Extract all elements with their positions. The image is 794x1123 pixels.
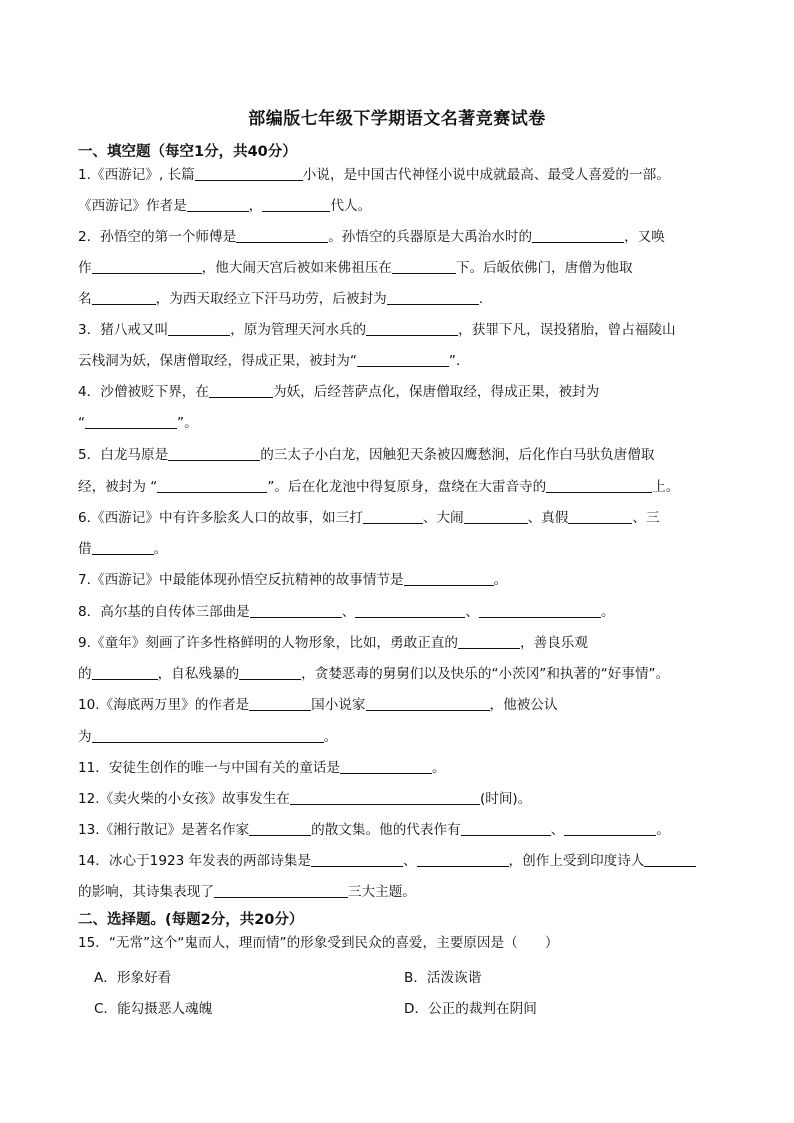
option-d[interactable]: D．公正的裁判在阴间 (404, 1001, 537, 1017)
question-8: 8．高尔基的自传体三部曲是 、 、 。 (78, 604, 615, 620)
question-7: 7.《西游记》中最能体现孙悟空反抗精神的故事情节是 。 (78, 572, 508, 588)
option-b[interactable]: B．活泼诙谐 (404, 970, 482, 986)
answer-blank[interactable] (458, 634, 520, 649)
answer-blank[interactable] (311, 852, 403, 867)
question-6-line-2: 借 。 (78, 541, 168, 557)
answer-blank[interactable] (417, 852, 509, 867)
answer-blank[interactable] (157, 478, 267, 493)
option-c[interactable]: C．能勾摄恶人魂魄 (94, 1001, 213, 1017)
answer-blank[interactable] (340, 759, 432, 774)
answer-blank[interactable] (290, 790, 480, 805)
answer-blank[interactable] (85, 414, 177, 429)
answer-blank[interactable] (195, 166, 303, 181)
answer-blank[interactable] (239, 665, 301, 680)
answer-blank[interactable] (644, 852, 696, 867)
answer-blank[interactable] (363, 509, 423, 524)
question-15: 15．“无常”这个“鬼而人，理而情”的形象受到民众的喜爱，主要原因是（ ） (78, 935, 559, 951)
answer-blank[interactable] (461, 821, 551, 836)
question-1-line-2: 《西游记》作者是 ， 代人。 (78, 198, 372, 214)
answer-blank[interactable] (387, 290, 479, 305)
answer-blank[interactable] (262, 197, 330, 212)
question-4-line-2: “ ”。 (78, 415, 198, 431)
answer-blank[interactable] (392, 259, 456, 274)
answer-blank[interactable] (214, 883, 348, 898)
answer-blank[interactable] (168, 321, 230, 336)
answer-blank[interactable] (168, 446, 260, 461)
question-13: 13.《湘行散记》是著名作家 的散文集。他的代表作有 、 。 (78, 822, 670, 838)
question-9-line-2: 的 ，自私残暴的 ，贪婪恶毒的舅舅们以及快乐的“小茨冈”和执著的“好事情”。 (78, 666, 670, 682)
question-5-line-1: 5．白龙马原是 的三太子小白龙，因触犯天条被囚鹰愁涧，后化作白马驮负唐僧取 (78, 447, 655, 463)
question-12: 12.《卖火柴的小女孩》故事发生在 (时间)。 (78, 791, 532, 807)
answer-blank[interactable] (92, 728, 324, 743)
answer-blank[interactable] (92, 290, 156, 305)
question-2-line-2: 作 ，他大闹天宫后被如来佛祖压在 下。后皈依佛门，唐僧为他取 (78, 260, 633, 276)
answer-blank[interactable] (568, 509, 632, 524)
answer-blank[interactable] (249, 821, 311, 836)
question-4-line-1: 4．沙僧被贬下界，在 为妖，后经菩萨点化，保唐僧取经，得成正果，被封为 (78, 384, 600, 400)
question-2-line-1: 2．孙悟空的第一个师傅是 。孙悟空的兵器原是大禹治水时的 ，又唤 (78, 229, 665, 245)
answer-blank[interactable] (532, 228, 624, 243)
section-fill-in-blank-heading: 一、填空题（每空1分，共40分） (78, 144, 297, 160)
answer-blank[interactable] (357, 352, 449, 367)
section-multiple-choice-heading: 二、选择题。(每题2分，共20分） (78, 912, 304, 928)
answer-blank[interactable] (92, 540, 154, 555)
question-2-line-3: 名 ，为西天取经立下汗马功劳，后被封为 . (78, 291, 484, 307)
answer-blank[interactable] (366, 321, 458, 336)
exam-title: 部编版七年级下学期语文名著竞赛试卷 (248, 109, 546, 129)
question-3-line-2: 云栈洞为妖，保唐僧取经，得成正果，被封为“ ”. (78, 353, 461, 369)
question-14-line-2: 的影响，其诗集表现了 三大主题。 (78, 884, 416, 900)
answer-blank[interactable] (236, 228, 328, 243)
option-a[interactable]: A．形象好看 (94, 970, 172, 986)
question-14-line-1: 14．冰心于1923 年发表的两部诗集是 、 ，创作上受到印度诗人 (78, 851, 696, 871)
answer-blank[interactable] (366, 696, 490, 711)
question-3-line-1: 3．猪八戒又叫 ，原为管理天河水兵的 ，获罪下凡，误投猪胎，曾占福陵山 (78, 322, 676, 338)
answer-blank[interactable] (92, 665, 158, 680)
answer-blank[interactable] (92, 259, 202, 274)
question-6-line-1: 6.《西游记》中有许多脍炙人口的故事，如三打 、大闹 、真假 、三 (78, 510, 660, 526)
question-9-line-1: 9.《童年》刻画了许多性格鲜明的人物形象，比如，勇敢正直的 ，善良乐观 (78, 635, 588, 651)
answer-blank[interactable] (187, 197, 249, 212)
question-5-line-2: 经，被封为 “ ”。后在化龙池中得复原身，盘绕在大雷音寺的 上。 (78, 479, 680, 495)
answer-blank[interactable] (209, 383, 273, 398)
question-11: 11．安徒生创作的唯一与中国有关的童话是 。 (78, 760, 446, 776)
answer-blank[interactable] (464, 509, 528, 524)
answer-blank[interactable] (249, 696, 311, 711)
answer-blank[interactable] (564, 821, 656, 836)
question-10-line-1: 10.《海底两万里》的作者是 国小说家 ，他被公认 (78, 697, 558, 713)
answer-blank[interactable] (479, 603, 601, 618)
answer-blank[interactable] (404, 571, 494, 586)
question-10-line-2: 为 。 (78, 729, 338, 745)
answer-blank[interactable] (355, 603, 465, 618)
question-1-line-1: 1.《西游记》, 长篇 小说，是中国古代神怪小说中成就最高、最受人喜爱的一部。 (78, 167, 670, 183)
answer-blank[interactable] (546, 478, 652, 493)
answer-blank[interactable] (250, 603, 342, 618)
